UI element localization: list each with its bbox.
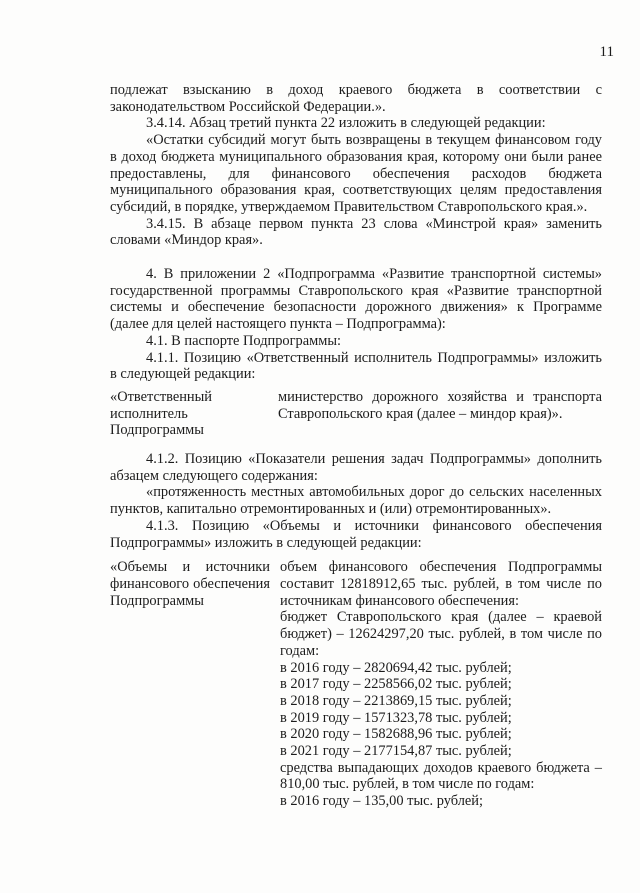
finance-line: объем финансового обеспечения Подпрограммы составит 12818912,65 тыс. рублей, в том числе по источникам финансового обеспечения: bbox=[280, 559, 602, 609]
paragraph: «протяженность местных автомобильных дорог до сельских населенных пунктов, капитально отремонтированных и (или) отремонтированных». bbox=[110, 484, 602, 518]
paragraph: 4.1.2. Позицию «Показатели решения задач Подпрограммы» дополнить абзацем следующего содержания: bbox=[110, 451, 602, 484]
paragraph: 4.1. В паспорте Подпрограммы: bbox=[146, 332, 341, 349]
paragraph: 4.1.1. Позицию «Ответственный исполнитель Подпрограммы» изложить в следующей редакции: bbox=[110, 349, 602, 383]
finance-line: в 2018 году – 2213869,15 тыс. рублей; bbox=[280, 692, 512, 709]
finance-line: средства выпадающих доходов краевого бюджета – 810,00 тыс. рублей, в том числе по годам: bbox=[280, 759, 602, 793]
page-number: 11 bbox=[599, 44, 614, 60]
paragraph: 4.1.3. Позицию «Объемы и источники финансового обеспечения Подпрограммы» изложить в следующей редакции: bbox=[110, 517, 602, 551]
paragraph: 3.4.15. В абзаце первом пункта 23 слова «Минстрой края» заменить словами «Миндор края». bbox=[110, 215, 602, 249]
paragraph: «Остатки субсидий могут быть возвращены в текущем финансовом году в доход бюджета муниципального образования края, которому они были ранее предоставлены, для финансового обеспечения расходов бюджета муниципального образования края, соответствующих целям предоставления субсидий, в порядке, утверждаемом Правительством Ставропольского края.». bbox=[110, 132, 602, 215]
paragraph: 3.4.14. Абзац третий пункта 22 изложить в следующей редакции: bbox=[146, 115, 546, 132]
executor-label: «Ответственный исполнитель Подпрограммы bbox=[110, 388, 212, 439]
finance-line: в 2016 году – 2820694,42 тыс. рублей; bbox=[280, 659, 512, 676]
document-body bbox=[110, 82, 602, 822]
finance-line: в 2016 году – 135,00 тыс. рублей; bbox=[280, 793, 483, 810]
executor-value: министерство дорожного хозяйства и транспорта Ставропольского края (далее – миндор края)». bbox=[278, 388, 602, 422]
finance-line: в 2020 году – 1582688,96 тыс. рублей; bbox=[280, 726, 512, 743]
finance-label: «Объемы и источники финансового обеспечения Подпрограммы bbox=[110, 559, 270, 609]
finance-line: в 2021 году – 2177154,87 тыс. рублей; bbox=[280, 743, 512, 760]
finance-line: в 2019 году – 1571323,78 тыс. рублей; bbox=[280, 709, 512, 726]
finance-line: в 2017 году – 2258566,02 тыс. рублей; bbox=[280, 676, 512, 693]
executor-position-table bbox=[110, 389, 602, 439]
finance-position-table bbox=[110, 559, 602, 810]
paragraph: 4. В приложении 2 «Подпрограмма «Развитие транспортной системы» государственной программы Ставропольского края «Развитие транспортной системы и обеспечение безопасности дорожного движения» к Программе (далее для целей настоящего пункта – Подпрограмма): bbox=[110, 266, 602, 333]
finance-value bbox=[280, 559, 602, 810]
paragraph: подлежат взысканию в доход краевого бюджета в соответствии с законодательством Российской Федерации.». bbox=[110, 82, 602, 115]
finance-line: бюджет Ставропольского края (далее – краевой бюджет) – 12624297,20 тыс. рублей, в том числе по годам: bbox=[280, 609, 602, 659]
